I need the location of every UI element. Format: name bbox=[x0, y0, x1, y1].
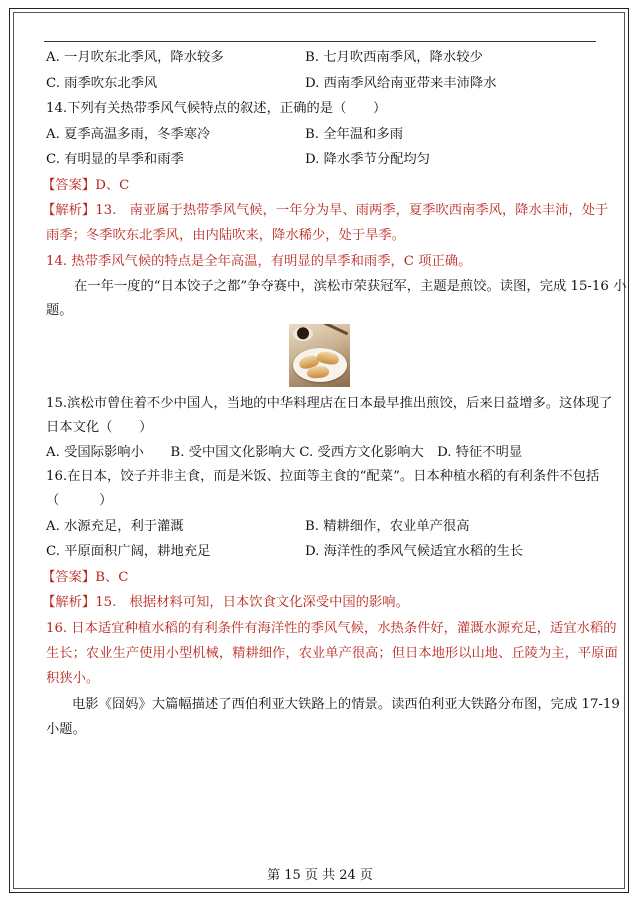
answer-value: B、C bbox=[95, 570, 129, 585]
analysis-2-line-1 bbox=[42, 594, 409, 612]
dumpling-photo bbox=[289, 324, 350, 387]
q16-option-a: A. 水源充足，利于灌溉 bbox=[46, 519, 184, 534]
q13-option-d: D. 西南季风给南亚带来丰沛降水 bbox=[305, 76, 497, 91]
answer-1 bbox=[42, 177, 129, 195]
q14-option-c: C. 有明显的旱季和雨季 bbox=[46, 152, 184, 167]
q15-options: A. 受国际影响小 B. 受中国文化影响大 C. 受西方文化影响大 D. 特征不明显 bbox=[46, 445, 523, 460]
analysis-label: 【解析】 bbox=[42, 203, 96, 218]
material-2-line-1: 电影《囧妈》大篇幅描述了西伯利亚大铁路上的情景。读西伯利亚大铁路分布图，完成 17-19 bbox=[72, 697, 620, 712]
material-2-line-2: 小题。 bbox=[46, 722, 86, 737]
q14-option-d: D. 降水季节分配均匀 bbox=[305, 152, 431, 167]
analysis-1-line-3: 14. 热带季风气候的特点是全年高温，有明显的旱季和雨季，C 项正确。 bbox=[46, 254, 472, 269]
analysis-1-line-1 bbox=[42, 202, 608, 220]
q14-option-a: A. 夏季高温多雨，冬季寒冷 bbox=[46, 127, 211, 142]
q16-stem-1: 16.在日本，饺子并非主食，而是米饭、拉面等主食的“配菜”。日本种植水稻的有利条件不包括 bbox=[46, 469, 600, 484]
analysis-2-line-4: 积狭小。 bbox=[46, 671, 100, 686]
analysis-2-line-2: 16. 日本适宜种植水稻的有利条件有海洋性的季风气候，水热条件好，灌溉水源充足，适宜水稻的 bbox=[46, 621, 617, 636]
q14-stem: 14.下列有关热带季风气候特点的叙述，正确的是（ ） bbox=[46, 101, 387, 116]
analysis-label: 【解析】 bbox=[42, 595, 96, 610]
q13-option-b: B. 七月吹西南季风，降水较少 bbox=[305, 50, 483, 65]
analysis-2-line-3: 生长；农业生产使用小型机械，精耕细作，农业单产很高；但日本地形以山地、丘陵为主，平原面 bbox=[46, 646, 618, 661]
q13-option-c: C. 雨季吹东北季风 bbox=[46, 76, 158, 91]
answer-label: 【答案】 bbox=[42, 178, 96, 193]
answer-label: 【答案】 bbox=[42, 570, 96, 585]
page-number: 第 15 页 共 24 页 bbox=[267, 868, 373, 883]
q15-stem-2: 日本文化（ ） bbox=[46, 420, 153, 435]
analysis-text: 15. 根据材料可知，日本饮食文化深受中国的影响。 bbox=[95, 595, 409, 610]
analysis-1-line-2: 雨季；冬季吹东北季风，由内陆吹来，降水稀少，处于旱季。 bbox=[46, 228, 406, 243]
q15-stem-1: 15.滨松市曾住着不少中国人，当地的中华料理店在日本最早推出煎饺，后来日益增多。这体现了 bbox=[46, 396, 613, 411]
answer-2 bbox=[42, 569, 128, 587]
q14-option-b: B. 全年温和多雨 bbox=[305, 127, 404, 142]
q16-option-c: C. 平原面积广阔，耕地充足 bbox=[46, 544, 211, 559]
q16-option-b: B. 精耕细作，农业单产很高 bbox=[305, 519, 470, 534]
material-line-2: 题。 bbox=[46, 303, 73, 318]
header-rule bbox=[44, 41, 596, 42]
material-line-1: 在一年一度的“日本饺子之都”争夺赛中，滨松市荣获冠军，主题是煎饺。读图，完成 15-16 小 bbox=[74, 279, 627, 294]
q13-option-a: A. 一月吹东北季风，降水较多 bbox=[46, 50, 224, 65]
q16-stem-2: （ ） bbox=[46, 493, 113, 508]
analysis-text: 13. 南亚属于热带季风气候，一年分为旱、雨两季，夏季吹西南季风，降水丰沛，处于 bbox=[95, 203, 609, 218]
answer-value: D、C bbox=[95, 178, 130, 193]
q16-option-d: D. 海洋性的季风气候适宜水稻的生长 bbox=[305, 544, 524, 559]
